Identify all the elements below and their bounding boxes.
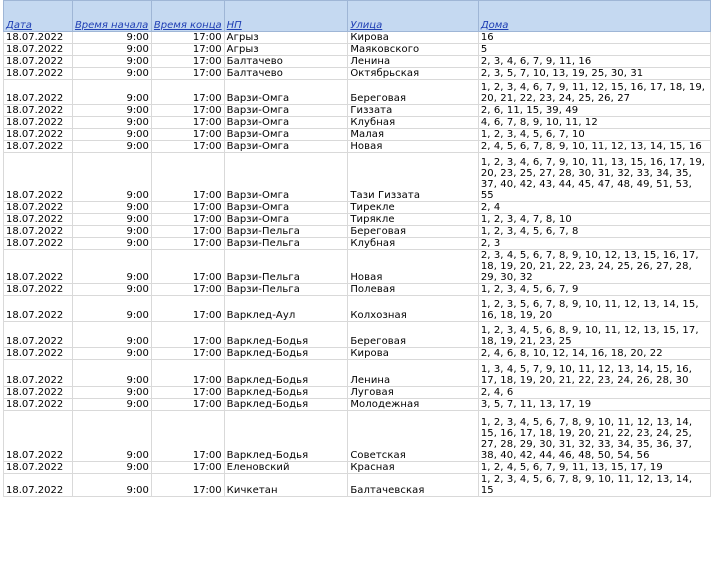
date-cell[interactable]: 18.07.2022 [4, 44, 73, 56]
start-time-cell[interactable]: 9:00 [72, 105, 151, 117]
street-cell[interactable]: Гиззата [348, 105, 479, 117]
table-row [4, 117, 711, 129]
date-cell[interactable]: 18.07.2022 [4, 399, 73, 411]
houses-cell[interactable]: 2, 3, 5, 7, 10, 13, 19, 25, 30, 31 [478, 68, 710, 80]
table-row [4, 399, 711, 411]
table-row [4, 250, 711, 284]
start-time-cell[interactable]: 9:00 [72, 399, 151, 411]
table-body [4, 32, 711, 497]
houses-cell[interactable]: 1, 2, 3, 4, 5, 6, 7, 8, 9, 10, 11, 12, 13, 14, 15, 16, 17, 18, 19, 20, 21, 22, 23, 24, 25, 27, 28, 29, 30, 31, 32, 33, 34, 35, 36, 37, 38, 40, 42, 44, 46, 48, 50, 54, 56 [478, 411, 710, 462]
end-time-cell[interactable]: 17:00 [151, 68, 224, 80]
start-time-cell[interactable]: 9:00 [72, 411, 151, 462]
street-cell[interactable]: Кирова [348, 348, 479, 360]
date-cell[interactable]: 18.07.2022 [4, 296, 73, 322]
settlement-cell[interactable]: Балтачево [224, 56, 348, 68]
houses-cell[interactable]: 2, 4 [478, 202, 710, 214]
houses-cell[interactable]: 1, 2, 3, 4, 5, 6, 8, 9, 10, 11, 12, 13, 15, 17, 18, 19, 21, 23, 25 [478, 322, 710, 348]
houses-cell[interactable]: 2, 4, 5, 6, 7, 8, 9, 10, 11, 12, 13, 14, 15, 16 [478, 141, 710, 153]
settlement-cell[interactable]: Варклед-Бодья [224, 411, 348, 462]
settlement-cell[interactable]: Кичкетан [224, 474, 348, 497]
start-time-cell[interactable]: 9:00 [72, 284, 151, 296]
street-cell[interactable]: Малая [348, 129, 479, 141]
start-time-cell[interactable]: 9:00 [72, 238, 151, 250]
table-row [4, 56, 711, 68]
street-cell[interactable]: Новая [348, 141, 479, 153]
houses-cell[interactable]: 2, 6, 11, 15, 39, 49 [478, 105, 710, 117]
settlement-cell[interactable]: Варклед-Аул [224, 296, 348, 322]
end-time-cell[interactable]: 17:00 [151, 105, 224, 117]
end-time-cell[interactable]: 17:00 [151, 348, 224, 360]
start-time-cell[interactable]: 9:00 [72, 153, 151, 202]
settlement-cell[interactable]: Варзи-Омга [224, 153, 348, 202]
table-row [4, 348, 711, 360]
date-cell[interactable]: 18.07.2022 [4, 474, 73, 497]
start-time-cell[interactable]: 9:00 [72, 474, 151, 497]
houses-cell[interactable]: 2, 3, 4, 6, 7, 9, 11, 16 [478, 56, 710, 68]
houses-cell[interactable]: 1, 3, 4, 5, 7, 9, 10, 11, 12, 13, 14, 15, 16, 17, 18, 19, 20, 21, 22, 23, 24, 26, 28, 30 [478, 360, 710, 387]
street-cell[interactable]: Балтачевская [348, 474, 479, 497]
houses-cell[interactable]: 16 [478, 32, 710, 44]
table-row [4, 226, 711, 238]
street-cell[interactable]: Полевая [348, 284, 479, 296]
settlement-cell[interactable]: Варклед-Бодья [224, 360, 348, 387]
end-time-cell[interactable]: 17:00 [151, 32, 224, 44]
street-cell[interactable]: Тази Гиззата [348, 153, 479, 202]
table-row [4, 322, 711, 348]
settlement-cell[interactable]: Варзи-Пельга [224, 250, 348, 284]
end-time-cell[interactable]: 17:00 [151, 474, 224, 497]
table-row [4, 474, 711, 497]
street-cell[interactable]: Тирякле [348, 214, 479, 226]
start-time-cell[interactable]: 9:00 [72, 214, 151, 226]
date-cell[interactable]: 18.07.2022 [4, 238, 73, 250]
settlement-cell[interactable]: Варклед-Бодья [224, 399, 348, 411]
street-cell[interactable]: Маяковского [348, 44, 479, 56]
table-row [4, 296, 711, 322]
settlement-cell[interactable]: Варзи-Пельга [224, 284, 348, 296]
end-time-cell[interactable]: 17:00 [151, 399, 224, 411]
street-cell[interactable]: Советская [348, 411, 479, 462]
end-time-cell[interactable]: 17:00 [151, 44, 224, 56]
settlement-cell[interactable]: Варклед-Бодья [224, 387, 348, 399]
start-time-cell[interactable]: 9:00 [72, 250, 151, 284]
table-row [4, 32, 711, 44]
settlement-cell[interactable]: Варзи-Омга [224, 129, 348, 141]
end-time-cell[interactable]: 17:00 [151, 411, 224, 462]
table-row [4, 44, 711, 56]
outage-table [3, 0, 711, 497]
date-cell[interactable]: 18.07.2022 [4, 387, 73, 399]
end-time-cell[interactable]: 17:00 [151, 214, 224, 226]
houses-cell[interactable]: 1, 2, 3, 4, 6, 7, 9, 10, 11, 13, 15, 16, 17, 19, 20, 23, 25, 27, 28, 30, 31, 32, 33, 34, 35, 37, 40, 42, 43, 44, 45, 47, 48, 49, 51, 53, 55 [478, 153, 710, 202]
settlement-cell[interactable]: Варклед-Бодья [224, 348, 348, 360]
houses-cell[interactable]: 2, 4, 6, 8, 10, 12, 14, 16, 18, 20, 22 [478, 348, 710, 360]
settlement-cell[interactable]: Варзи-Омга [224, 80, 348, 105]
street-cell[interactable]: Клубная [348, 117, 479, 129]
header-settlement[interactable]: НП [224, 1, 348, 32]
table-row [4, 411, 711, 462]
street-cell[interactable]: Октябрьская [348, 68, 479, 80]
header-start-time[interactable]: Время начала [72, 1, 151, 32]
date-cell[interactable]: 18.07.2022 [4, 411, 73, 462]
date-cell[interactable]: 18.07.2022 [4, 80, 73, 105]
date-cell[interactable]: 18.07.2022 [4, 284, 73, 296]
houses-cell[interactable]: 2, 4, 6 [478, 387, 710, 399]
table-row [4, 284, 711, 296]
settlement-cell[interactable]: Варзи-Омга [224, 141, 348, 153]
end-time-cell[interactable]: 17:00 [151, 141, 224, 153]
houses-cell[interactable]: 1, 2, 3, 4, 5, 6, 7, 10 [478, 129, 710, 141]
end-time-cell[interactable]: 17:00 [151, 238, 224, 250]
end-time-cell[interactable]: 17:00 [151, 56, 224, 68]
end-time-cell[interactable]: 17:00 [151, 80, 224, 105]
date-cell[interactable]: 18.07.2022 [4, 360, 73, 387]
end-time-cell[interactable]: 17:00 [151, 129, 224, 141]
start-time-cell[interactable]: 9:00 [72, 462, 151, 474]
end-time-cell[interactable]: 17:00 [151, 360, 224, 387]
settlement-cell[interactable]: Варзи-Пельга [224, 226, 348, 238]
start-time-cell[interactable]: 9:00 [72, 226, 151, 238]
settlement-cell[interactable]: Варзи-Пельга [224, 238, 348, 250]
end-time-cell[interactable]: 17:00 [151, 462, 224, 474]
start-time-cell[interactable]: 9:00 [72, 32, 151, 44]
date-cell[interactable]: 18.07.2022 [4, 153, 73, 202]
table-row [4, 462, 711, 474]
start-time-cell[interactable]: 9:00 [72, 387, 151, 399]
start-time-cell[interactable]: 9:00 [72, 56, 151, 68]
settlement-cell[interactable]: Варзи-Омга [224, 105, 348, 117]
houses-cell[interactable]: 1, 2, 3, 5, 6, 7, 8, 9, 10, 11, 12, 13, 14, 15, 16, 18, 19, 20 [478, 296, 710, 322]
settlement-cell[interactable]: Агрыз [224, 32, 348, 44]
settlement-cell[interactable]: Варклед-Бодья [224, 322, 348, 348]
houses-cell[interactable]: 1, 2, 3, 4, 6, 7, 9, 11, 12, 15, 16, 17, 18, 19, 20, 21, 22, 23, 24, 25, 26, 27 [478, 80, 710, 105]
settlement-cell[interactable]: Агрыз [224, 44, 348, 56]
date-cell[interactable]: 18.07.2022 [4, 129, 73, 141]
houses-cell[interactable]: 2, 3, 4, 5, 6, 7, 8, 9, 10, 12, 13, 15, 16, 17, 18, 19, 20, 21, 22, 23, 24, 25, 26, 27, 28, 29, 30, 32 [478, 250, 710, 284]
table-row [4, 153, 711, 202]
start-time-cell[interactable]: 9:00 [72, 117, 151, 129]
header-street[interactable]: Улица [348, 1, 479, 32]
date-cell[interactable]: 18.07.2022 [4, 56, 73, 68]
start-time-cell[interactable]: 9:00 [72, 348, 151, 360]
header-date[interactable]: Дата [4, 1, 73, 32]
table-row [4, 80, 711, 105]
table-row [4, 387, 711, 399]
header-houses[interactable]: Дома [478, 1, 710, 32]
table-row [4, 105, 711, 117]
end-time-cell[interactable]: 17:00 [151, 387, 224, 399]
start-time-cell[interactable]: 9:00 [72, 360, 151, 387]
houses-cell[interactable]: 1, 2, 3, 4, 5, 6, 7, 9 [478, 284, 710, 296]
street-cell[interactable]: Береговая [348, 322, 479, 348]
houses-cell[interactable]: 2, 3 [478, 238, 710, 250]
table-row [4, 238, 711, 250]
start-time-cell[interactable]: 9:00 [72, 80, 151, 105]
start-time-cell[interactable]: 9:00 [72, 296, 151, 322]
date-cell[interactable]: 18.07.2022 [4, 214, 73, 226]
street-cell[interactable]: Луговая [348, 387, 479, 399]
street-cell[interactable]: Береговая [348, 226, 479, 238]
houses-cell[interactable]: 1, 2, 4, 5, 6, 7, 9, 11, 13, 15, 17, 19 [478, 462, 710, 474]
street-cell[interactable]: Тирекле [348, 202, 479, 214]
date-cell[interactable]: 18.07.2022 [4, 68, 73, 80]
table-row [4, 214, 711, 226]
header-end-time[interactable]: Время конца [151, 1, 224, 32]
street-cell[interactable]: Колхозная [348, 296, 479, 322]
end-time-cell[interactable]: 17:00 [151, 284, 224, 296]
table-row [4, 202, 711, 214]
date-cell[interactable]: 18.07.2022 [4, 250, 73, 284]
table-row [4, 68, 711, 80]
end-time-cell[interactable]: 17:00 [151, 226, 224, 238]
date-cell[interactable]: 18.07.2022 [4, 202, 73, 214]
street-cell[interactable]: Красная [348, 462, 479, 474]
date-cell[interactable]: 18.07.2022 [4, 462, 73, 474]
end-time-cell[interactable]: 17:00 [151, 250, 224, 284]
table-row [4, 141, 711, 153]
start-time-cell[interactable]: 9:00 [72, 322, 151, 348]
houses-cell[interactable]: 3, 5, 7, 11, 13, 17, 19 [478, 399, 710, 411]
end-time-cell[interactable]: 17:00 [151, 322, 224, 348]
start-time-cell[interactable]: 9:00 [72, 129, 151, 141]
start-time-cell[interactable]: 9:00 [72, 202, 151, 214]
settlement-cell[interactable]: Балтачево [224, 68, 348, 80]
houses-cell[interactable]: 1, 2, 3, 4, 5, 6, 7, 8 [478, 226, 710, 238]
end-time-cell[interactable]: 17:00 [151, 117, 224, 129]
street-cell[interactable]: Береговая [348, 80, 479, 105]
street-cell[interactable]: Ленина [348, 56, 479, 68]
date-cell[interactable]: 18.07.2022 [4, 348, 73, 360]
street-cell[interactable]: Ленина [348, 360, 479, 387]
street-cell[interactable]: Клубная [348, 238, 479, 250]
settlement-cell[interactable]: Варзи-Омга [224, 117, 348, 129]
date-cell[interactable]: 18.07.2022 [4, 141, 73, 153]
date-cell[interactable]: 18.07.2022 [4, 32, 73, 44]
header-row [4, 1, 711, 32]
houses-cell[interactable]: 1, 2, 3, 4, 7, 8, 10 [478, 214, 710, 226]
street-cell[interactable]: Молодежная [348, 399, 479, 411]
settlement-cell[interactable]: Варзи-Омга [224, 214, 348, 226]
houses-cell[interactable]: 5 [478, 44, 710, 56]
street-cell[interactable]: Кирова [348, 32, 479, 44]
date-cell[interactable]: 18.07.2022 [4, 117, 73, 129]
end-time-cell[interactable]: 17:00 [151, 202, 224, 214]
street-cell[interactable]: Новая [348, 250, 479, 284]
table-row [4, 129, 711, 141]
start-time-cell[interactable]: 9:00 [72, 44, 151, 56]
start-time-cell[interactable]: 9:00 [72, 68, 151, 80]
date-cell[interactable]: 18.07.2022 [4, 226, 73, 238]
end-time-cell[interactable]: 17:00 [151, 296, 224, 322]
date-cell[interactable]: 18.07.2022 [4, 322, 73, 348]
end-time-cell[interactable]: 17:00 [151, 153, 224, 202]
settlement-cell[interactable]: Варзи-Омга [224, 202, 348, 214]
settlement-cell[interactable]: Еленовский [224, 462, 348, 474]
date-cell[interactable]: 18.07.2022 [4, 105, 73, 117]
houses-cell[interactable]: 1, 2, 3, 4, 5, 6, 7, 8, 9, 10, 11, 12, 13, 14, 15 [478, 474, 710, 497]
houses-cell[interactable]: 4, 6, 7, 8, 9, 10, 11, 12 [478, 117, 710, 129]
table-row [4, 360, 711, 387]
start-time-cell[interactable]: 9:00 [72, 141, 151, 153]
